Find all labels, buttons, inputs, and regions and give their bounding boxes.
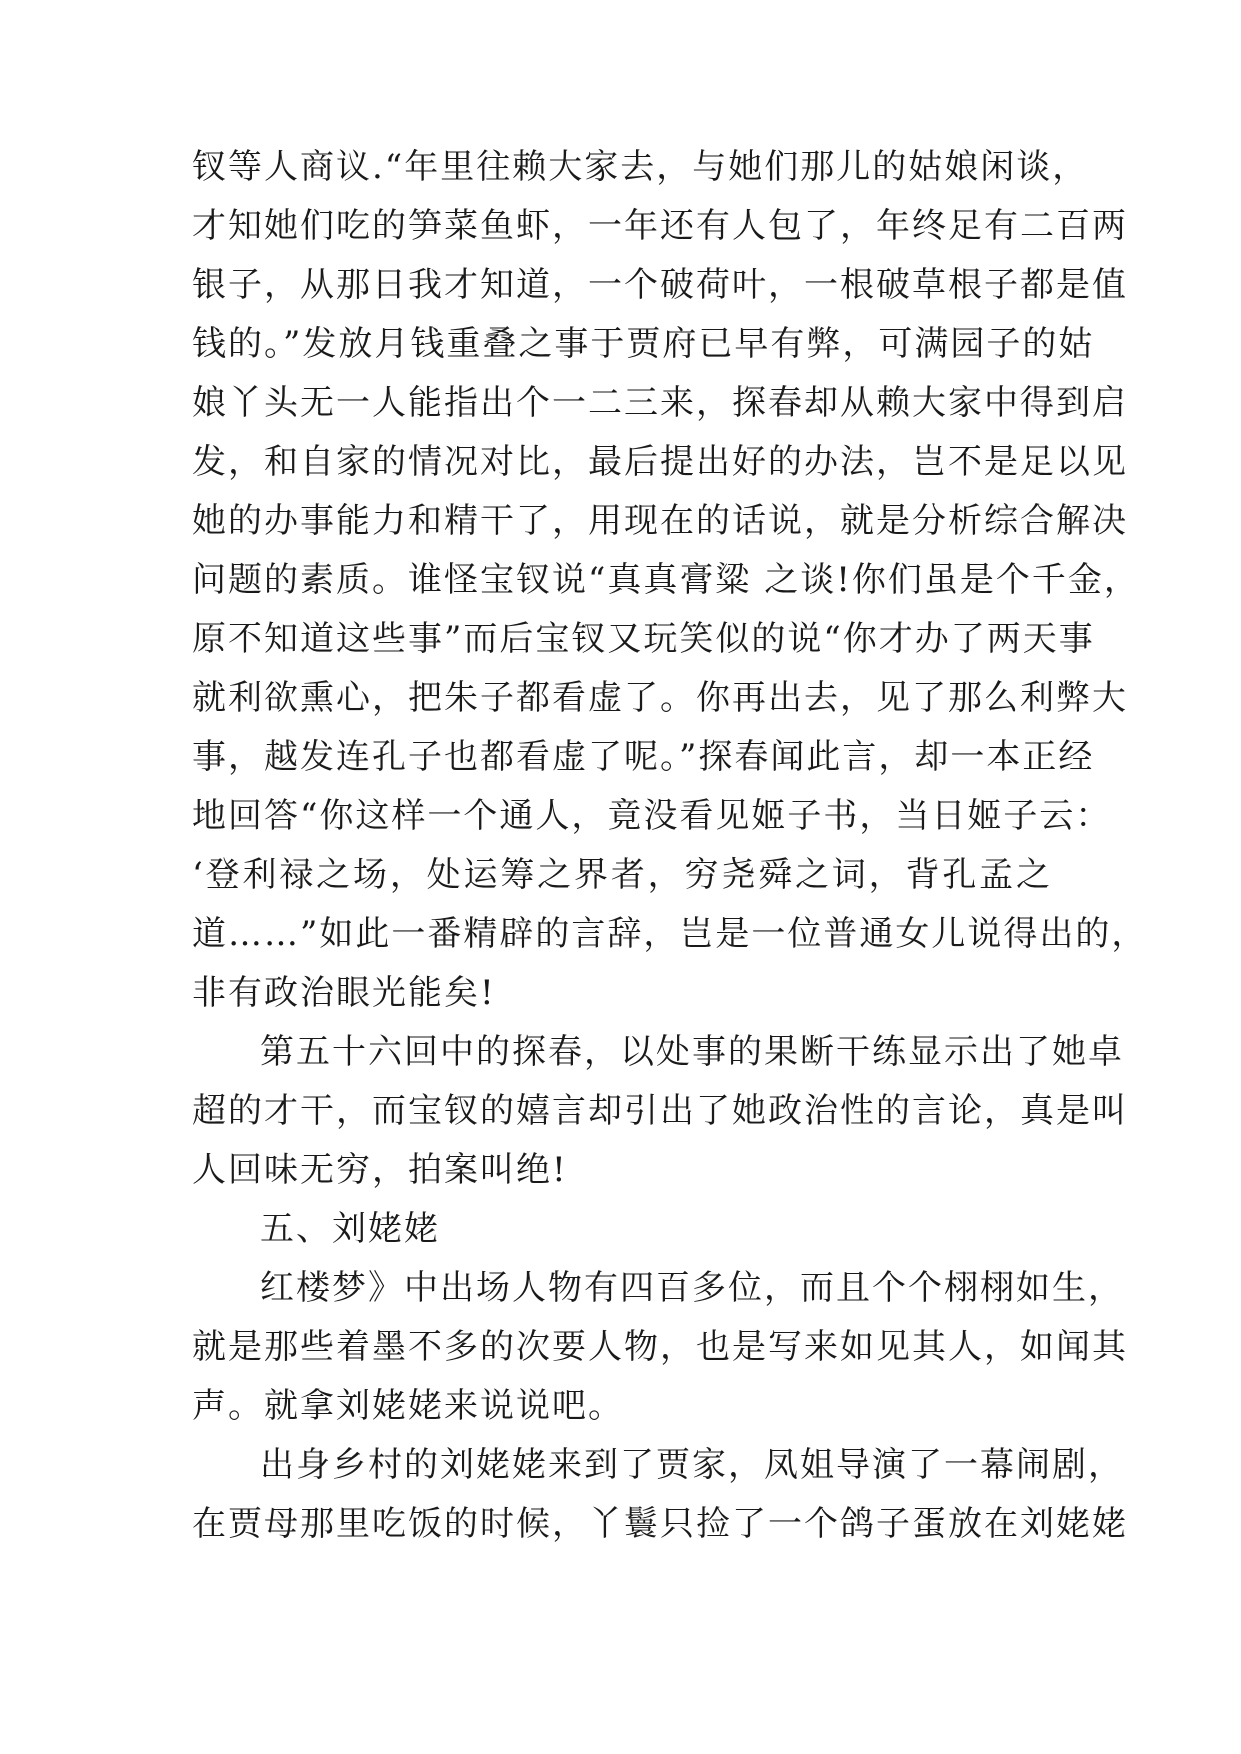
text-line: 原不知道这些事”而后宝钗又玩笑似的说“你才办了两天事	[192, 619, 1095, 659]
text-line: 道……”如此一番精辟的言辞，岂是一位普通女儿说得出的，	[192, 914, 1148, 954]
text-line: 钗等人商议.“年里往赖大家去，与她们那儿的姑娘闲谈，	[192, 147, 1089, 187]
text-line: 就利欲熏心，把朱子都看虚了。你再出去，见了那么利弊大	[192, 678, 1128, 718]
text-line: 事，越发连孔子也都看虚了呢。”探春闻此言，却一本正经	[192, 737, 1095, 777]
text-line: 银子，从那日我才知道，一个破荷叶，一根破草根子都是值	[192, 265, 1128, 305]
text-line: 超的才干，而宝钗的嬉言却引出了她政治性的言论，真是叫	[192, 1091, 1128, 1131]
text-line: 她的办事能力和精干了，用现在的话说，就是分析综合解决	[192, 501, 1128, 541]
text-line: 声。就拿刘姥姥来说说吧。	[192, 1386, 624, 1426]
text-line: 钱的。”发放月钱重叠之事于贾府已早有弊，可满园子的姑	[192, 324, 1095, 364]
text-line: 地回答“你这样一个通人，竟没看见姬子书，当日姬子云：	[192, 796, 1112, 836]
text-line: ‘登利禄之场，处运筹之界者，穷尧舜之词，背孔孟之	[192, 855, 1052, 895]
text-line: 红楼梦》中出场人物有四百多位，而且个个栩栩如生，	[260, 1268, 1124, 1308]
body-text	[192, 138, 1148, 1554]
text-line: 问题的素质。谁怪宝钗说“真真膏粱 之谈!你们虽是个千金，	[192, 560, 1140, 600]
section-heading: 五、刘姥姥	[260, 1209, 440, 1249]
text-line: 发，和自家的情况对比，最后提出好的办法，岂不是足以见	[192, 442, 1128, 482]
text-line: 在贾母那里吃饭的时候，丫鬟只捡了一个鸽子蛋放在刘姥姥	[192, 1504, 1128, 1544]
text-line: 才知她们吃的笋菜鱼虾，一年还有人包了，年终足有二百两	[192, 206, 1128, 246]
text-line: 就是那些着墨不多的次要人物，也是写来如见其人，如闻其	[192, 1327, 1128, 1367]
text-line: 人回味无穷，拍案叫绝!	[192, 1150, 568, 1190]
text-line: 第五十六回中的探春，以处事的果断干练显示出了她卓	[260, 1032, 1124, 1072]
text-line: 非有政治眼光能矣!	[192, 973, 496, 1013]
text-line: 娘丫头无一人能指出个一二三来，探春却从赖大家中得到启	[192, 383, 1128, 423]
text-line: 出身乡村的刘姥姥来到了贾家，凤姐导演了一幕闹剧，	[260, 1445, 1124, 1485]
